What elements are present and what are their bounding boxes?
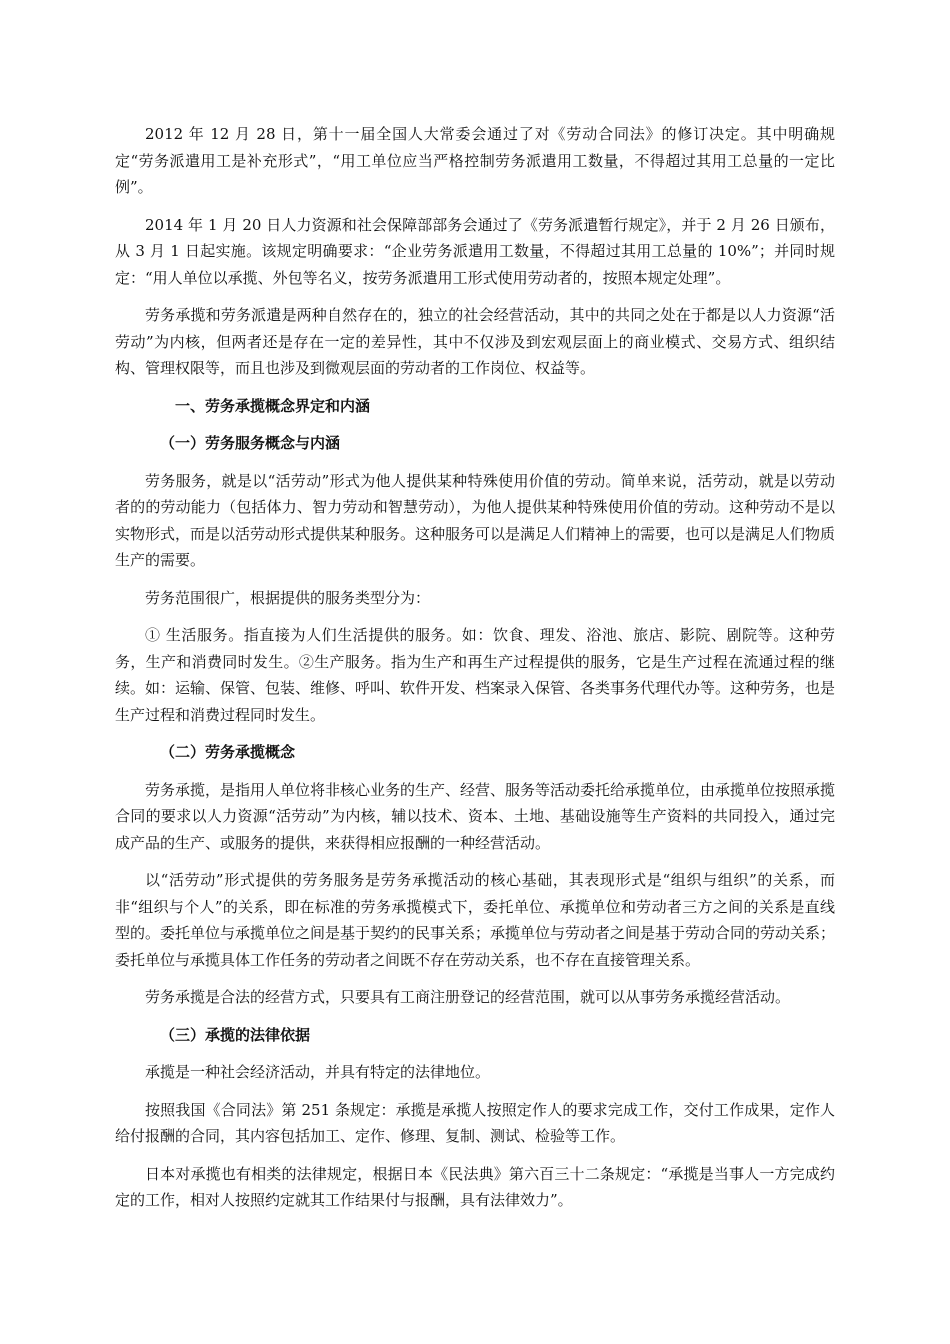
- intro-paragraph-2: 2014 年 1 月 20 日人力资源和社会保障部部务会通过了《劳务派遣暂行规定》，并于 2 月 26 日颁布，从 3 月 1 日起实施。该规定明确要求：“企业劳务派遣用工数量，不得超过其用工总量的 10%”；并同时规定：“用人单位以承揽、外包等名义，按劳务派遣用工形式使用劳动者的，按照本规定处理”。: [115, 215, 835, 287]
- subsection-3-paragraph-2: 按照我国《合同法》第 251 条规定：承揽是承揽人按照定作人的要求完成工作，交付工作成果，定作人给付报酬的合同，其内容包括加工、定作、修理、复制、测试、检验等工作。: [115, 1100, 835, 1145]
- intro-paragraph-3: 劳务承揽和劳务派遣是两种自然存在的，独立的社会经营活动，其中的共同之处在于都是以人力资源“活劳动”为内核，但两者还是存在一定的差异性，其中不仅涉及到宏观层面上的商业模式、交易方式、组织结构、管理权限等，而且也涉及到微观层面的劳动者的工作岗位、权益等。: [115, 306, 835, 377]
- subsection-1-paragraph-3: ① 生活服务。指直接为人们生活提供的服务。如：饮食、理发、浴池、旅店、影院、剧院等。这种劳务，生产和消费同时发生。②生产服务。指为生产和再生产过程提供的服务，它是生产过程在流通过程的继续。如：运输、保管、包装、维修、呼叫、软件开发、档案录入保管、各类事务代理代办等。这种劳务，也是生产过程和消费过程同时发生。: [115, 626, 836, 724]
- subsection-3-paragraph-3: 日本对承揽也有相类的法律规定，根据日本《民法典》第六百三十二条规定：“承揽是当事人一方完成约定的工作，相对人按照约定就其工作结果付与报酬，具有法律效力”。: [115, 1164, 835, 1209]
- subsection-1-paragraph-2: 劳务范围很广，根据提供的服务类型分为：: [145, 588, 431, 607]
- subsection-heading-3: （三）承揽的法律依据: [160, 1025, 311, 1044]
- subsection-heading-1: （一）劳务服务概念与内涵: [160, 434, 341, 452]
- subsection-heading-2: （二）劳务承揽概念: [160, 743, 296, 761]
- intro-paragraph-1: 2012 年 12 月 28 日，第十一届全国人大常委会通过了对《劳动合同法》的修订决定。其中明确规定“劳务派遣用工是补充形式”，“用工单位应当严格控制劳务派遣用工数量，不得超过其用工总量的一定比例”。: [115, 125, 835, 196]
- subsection-3-paragraph-1: 承揽是一种社会经济活动，并具有特定的法律地位。: [145, 1063, 491, 1081]
- subsection-1-paragraph-1: 劳务服务，就是以“活劳动”形式为他人提供某种特殊使用价值的劳动。简单来说，活劳动，就是以劳动者的的劳动能力（包括体力、智力劳动和智慧劳动），为他人提供某种特殊使用价值的劳动。这种劳动不是以实物形式，而是以活劳动形式提供某种服务。这种服务可以是满足人们精神上的需要，也可以是满足人们物质生产的需要。: [115, 471, 836, 569]
- document-body: [115, 121, 835, 1225]
- subsection-2-paragraph-3: 劳务承揽是合法的经营方式，只要具有工商注册登记的经营范围，就可以从事劳务承揽经营活动。: [145, 988, 791, 1006]
- subsection-2-paragraph-1: 劳务承揽，是指用人单位将非核心业务的生产、经营、服务等活动委托给承揽单位，由承揽单位按照承揽合同的要求以人力资源“活劳动”为内核，辅以技术、资本、土地、基础设施等生产资料的共同投入，通过完成产品的生产、或服务的提供，来获得相应报酬的一种经营活动。: [115, 780, 836, 852]
- section-heading-1: 一、劳务承揽概念界定和内涵: [175, 396, 371, 415]
- subsection-2-paragraph-2: 以“活劳动”形式提供的劳务服务是劳务承揽活动的核心基础，其表现形式是“组织与组织”的关系，而非“组织与个人”的关系，即在标准的劳务承揽模式下，委托单位、承揽单位和劳动者三方之间的关系是直线型的。委托单位与承揽单位之间是基于契约的民事关系；承揽单位与劳动者之间是基于劳动合同的劳动关系；委托单位与承揽具体工作任务的劳动者之间既不存在劳动关系，也不存在直接管理关系。: [115, 871, 836, 969]
